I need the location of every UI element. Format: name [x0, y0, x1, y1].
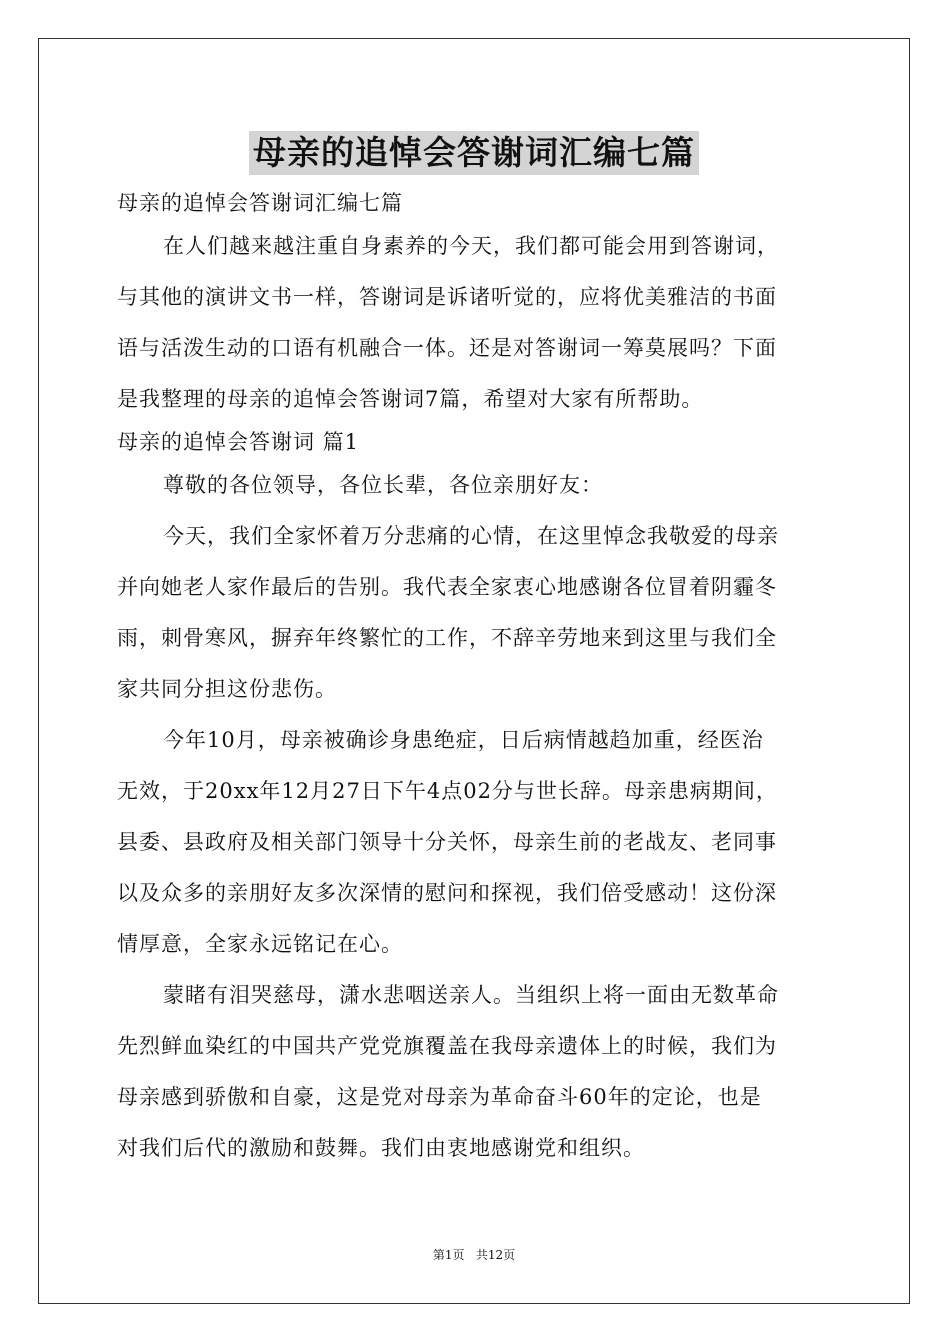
page-total: 共12页	[475, 1248, 516, 1262]
paragraph-line: 语与活泼生动的口语有机融合一体。还是对答谢词一筹莫展吗？下面	[117, 336, 777, 360]
paragraph-line: 县委、县政府及相关部门领导十分关怀，母亲生前的老战友、老同事	[117, 830, 777, 854]
paragraph-line: 今天，我们全家怀着万分悲痛的心情，在这里悼念我敬爱的母亲	[163, 524, 779, 548]
paragraph-line: 先烈鲜血染红的中国共产党党旗覆盖在我母亲遗体上的时候，我们为	[117, 1034, 777, 1058]
document-body	[117, 187, 837, 1183]
paragraph-line: 家共同分担这份悲伤。	[117, 677, 337, 701]
paragraph-line: 雨，刺骨寒风，摒弃年终繁忙的工作，不辞辛劳地来到这里与我们全	[117, 626, 777, 650]
paragraph-line: 尊敬的各位领导，各位长辈，各位亲朋好友：	[163, 473, 603, 497]
page-footer	[39, 1247, 909, 1263]
paragraph-line: 并向她老人家作最后的告别。我代表全家衷心地感谢各位冒着阴霾冬	[117, 575, 777, 599]
paragraph-line: 是我整理的母亲的追悼会答谢词7篇，希望对大家有所帮助。	[117, 387, 704, 411]
subtitle-line: 母亲的追悼会答谢词汇编七篇	[117, 191, 403, 215]
paragraph-line: 与其他的演讲文书一样，答谢词是诉诸听觉的，应将优美雅洁的书面	[117, 285, 777, 309]
title-container	[39, 131, 909, 175]
paragraph-line: 以及众多的亲朋好友多次深情的慰问和探视，我们倍受感动！这份深	[117, 881, 777, 905]
page-number: 第1页	[432, 1248, 465, 1262]
section-heading: 母亲的追悼会答谢词 篇1	[117, 430, 360, 454]
paragraph-line: 今年10月，母亲被确诊身患绝症，日后病情越趋加重，经医治	[163, 728, 764, 752]
paragraph-line: 蒙睹有泪哭慈母，潇水悲咽送亲人。当组织上将一面由无数革命	[163, 983, 779, 1007]
paragraph-line: 无效，于20xx年12月27日下午4点02分与世长辞。母亲患病期间，	[117, 779, 778, 803]
paragraph-line: 在人们越来越注重自身素养的今天，我们都可能会用到答谢词，	[163, 234, 779, 258]
paragraph-line: 母亲感到骄傲和自豪，这是党对母亲为革命奋斗60年的定论，也是	[117, 1085, 762, 1109]
document-page	[38, 38, 910, 1304]
document-title: 母亲的追悼会答谢词汇编七篇	[249, 131, 699, 175]
paragraph-line: 对我们后代的激励和鼓舞。我们由衷地感谢党和组织。	[117, 1136, 645, 1160]
paragraph-line: 情厚意，全家永远铭记在心。	[117, 932, 403, 956]
